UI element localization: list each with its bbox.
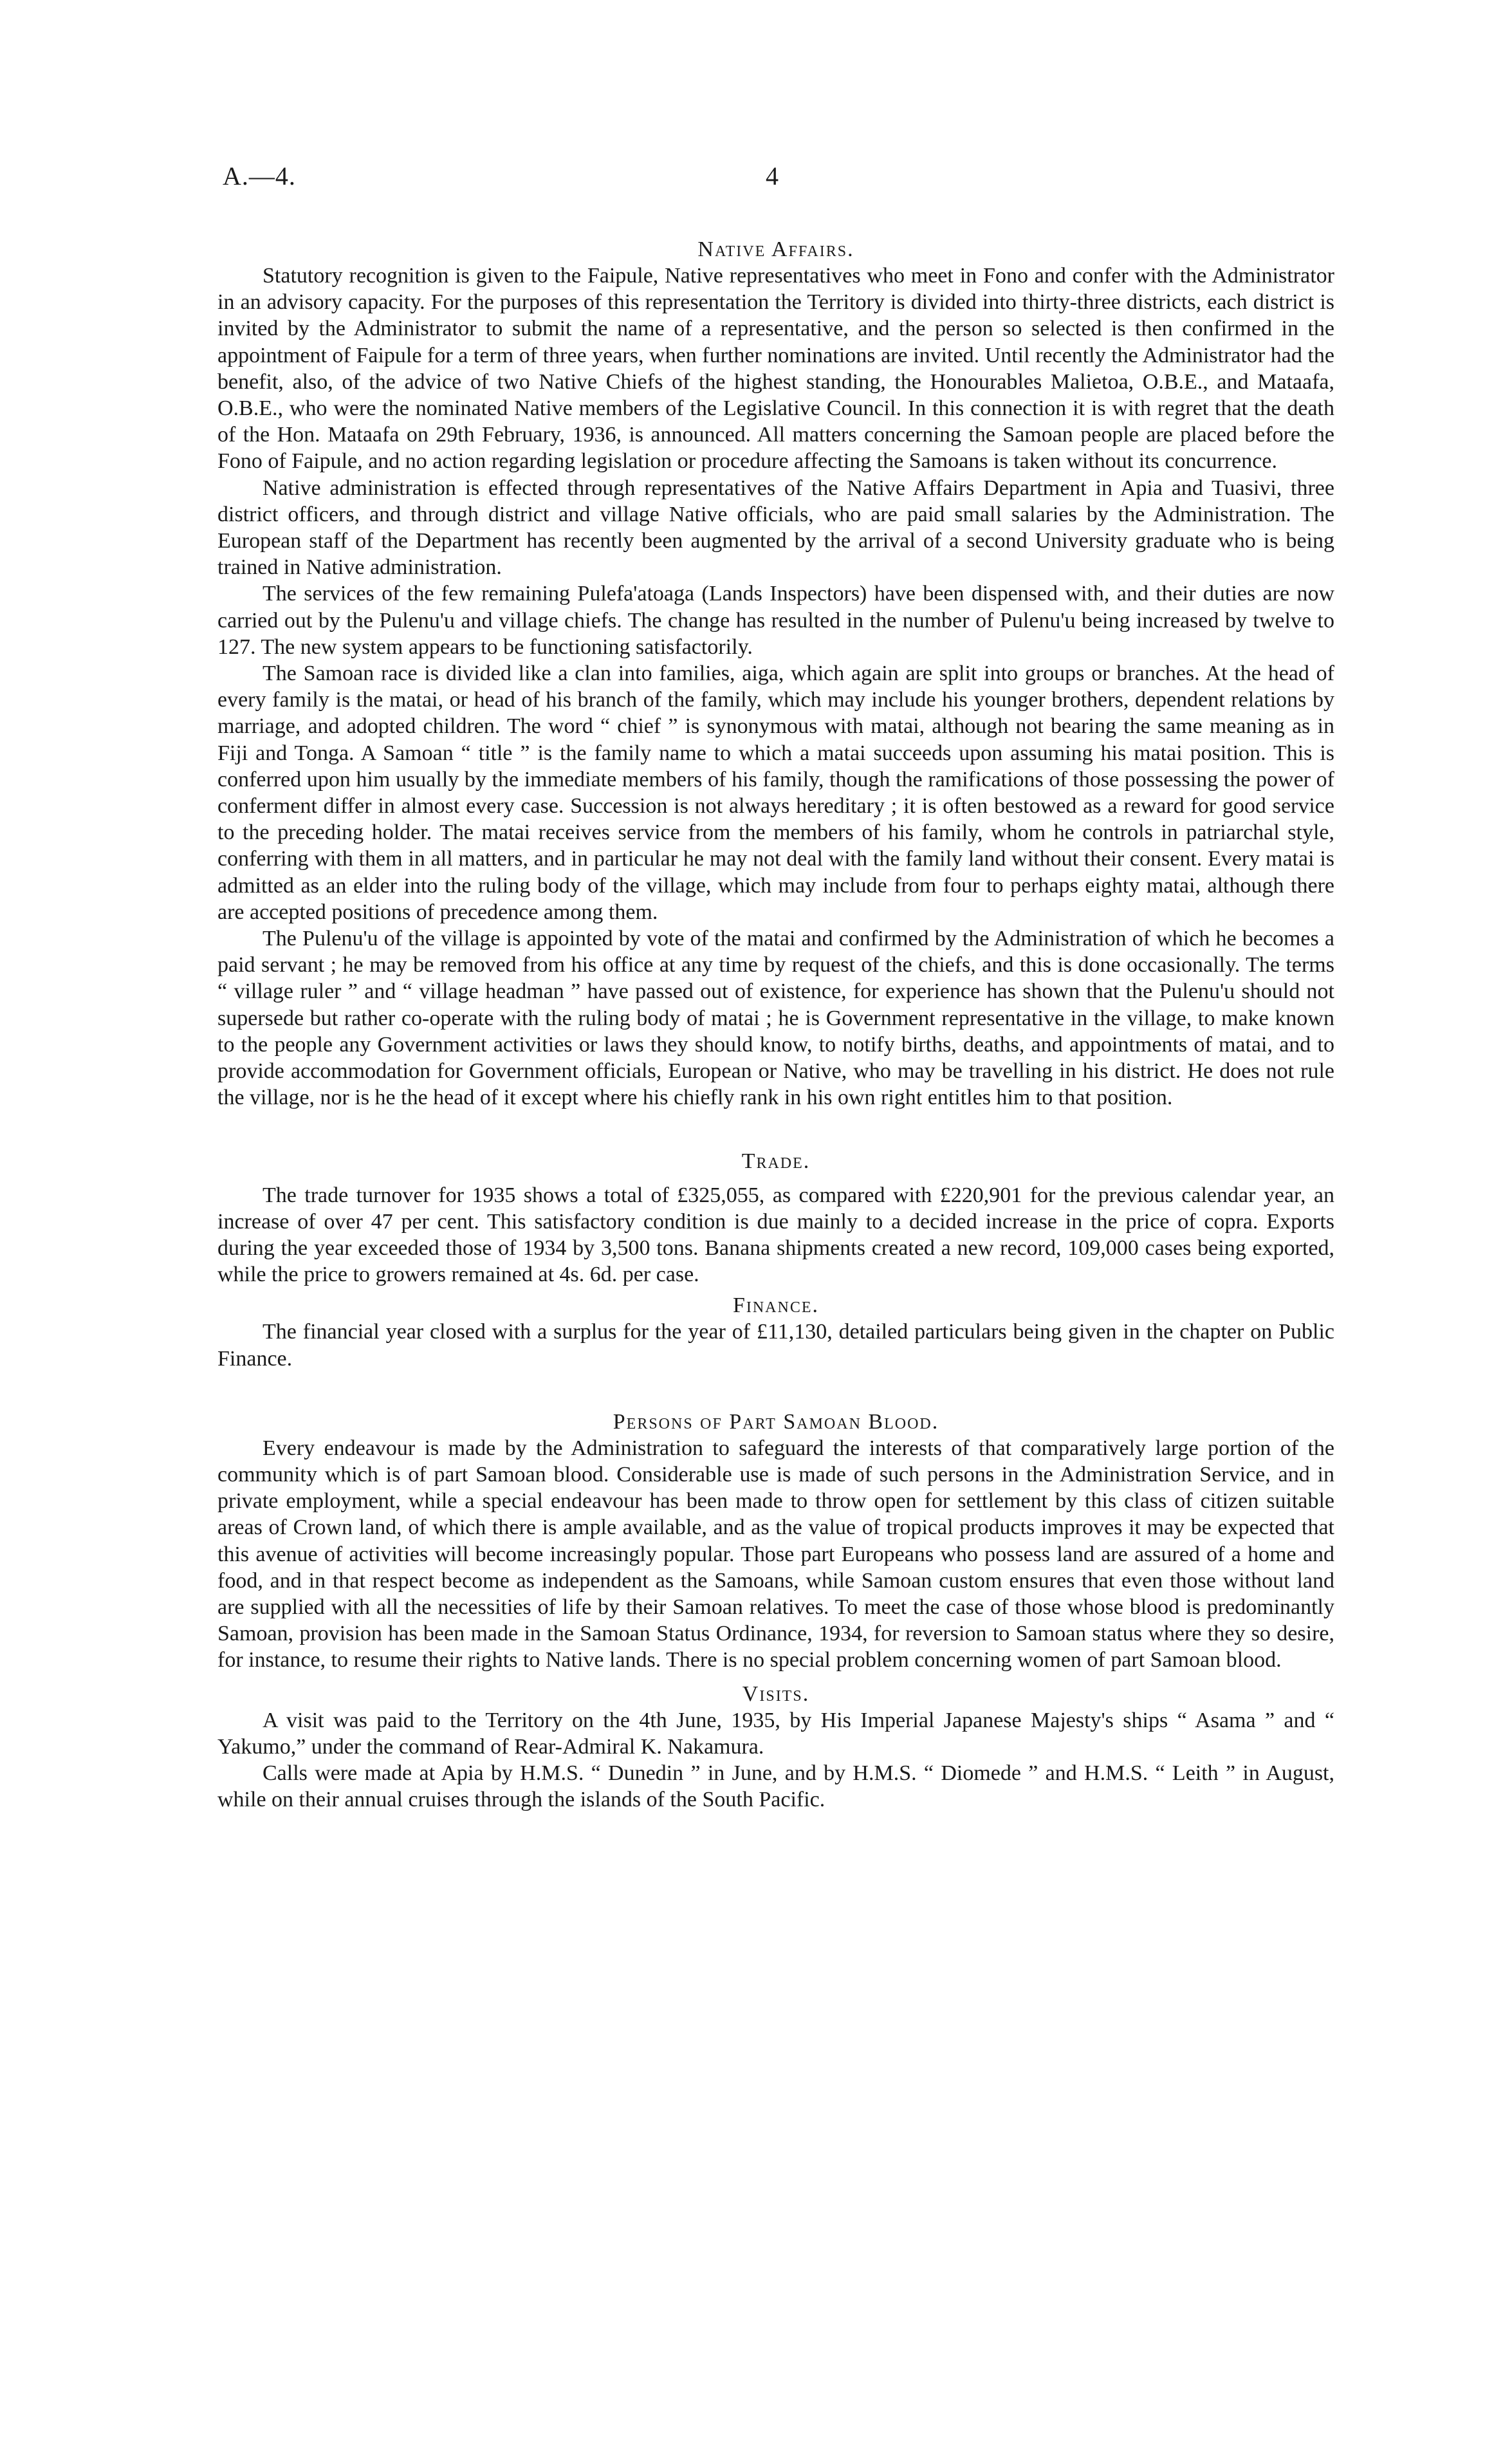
paragraph-trade-1: The trade turnover for 1935 shows a total of £325,055, as compared with £220,901 for the previous calendar year, an increase of over 47 per cent. This satisfactory condition is due mainly to a decided increase in the price of copra. Exports during the year exceeded those of 1934 by 3,500 tons. Banana shipments created a new record, 109,000 cases being exported, while the price to growers remained at 4s. 6d. per case.	[217, 1183, 1334, 1287]
paragraph-native-affairs-3: The services of the few remaining Pulefa'atoaga (Lands Inspectors) have been dispensed with, and their duties are now carried out by the Pulenu'u and village chiefs. The change has resulted in the number of Pulenu'u being increased by twelve to 127. The new system appears to be functioning satisfactorily.	[217, 582, 1334, 659]
paragraph-native-affairs-4: The Samoan race is divided like a clan into families, aiga, which again are split into groups or branches. At the head of every family is the matai, or head of his branch of the family, which may include his younger brothers, dependent relations by marriage, and adopted children. The word “ chief ” is synonymous with matai, although not bearing the same meaning as in Fiji and Tonga. A Samoan “ title ” is the family name to which a matai succeeds upon assuming his matai position. This is conferred upon him usually by the immediate members of his family, though the ramifications of those possessing the power of conferment differ in almost every case. Succession is not always hereditary ; it is often bestowed as a reward for good service to the preceding holder. The matai receives service from the members of his family, whom he controls in patriarchal style, conferring with them in all matters, and in particular he may not deal with the family land without their consent. Every matai is admitted as an elder into the ruling body of the village, which may include from four to perhaps eighty matai, although there are accepted positions of precedence among them.	[217, 662, 1334, 924]
paragraph-native-affairs-2: Native administration is effected through representatives of the Native Affairs Department in Apia and Tuasivi, three district officers, and through district and village Native officials, who are paid small salaries by the Administration. The European staff of the Department has recently been augmented by the arrival of a second University graduate who is being trained in Native administration.	[217, 476, 1334, 580]
paragraph-finance-1: The financial year closed with a surplus for the year of £11,130, detailed particulars being given in the chapter on Public Finance.	[217, 1320, 1334, 1371]
paragraph-visits-2: Calls were made at Apia by H.M.S. “ Dunedin ” in June, and by H.M.S. “ Diomede ” and H.M.S. “ Leith ” in August, while on their annual cruises through the islands of the South Pacific.	[217, 1761, 1334, 1812]
document-page	[217, 161, 1334, 1813]
section-heading-part-samoan-blood: Persons of Part Samoan Blood.	[613, 1409, 939, 1434]
document-reference: A.—4.	[223, 162, 296, 190]
paragraph-native-affairs-1: Statutory recognition is given to the Faipule, Native representatives who meet in Fono and confer with the Administrator in an advisory capacity. For the purposes of this representation the Territory is divided into thirty-three districts, each district is invited by the Administrator to submit the name of a representative, and the person so selected is then confirmed in the appointment of Faipule for a term of three years, when further nominations are invited. Until recently the Administrator had the benefit, also, of the advice of two Native Chiefs of the highest standing, the Honourables Malietoa, O.B.E., and Mataafa, O.B.E., who were the nominated Native members of the Legislative Council. In this connection it is with regret that the death of the Hon. Mataafa on 29th February, 1936, is announced. All matters concerning the Samoan people are placed before the Fono of Faipule, and no action regarding legislation or procedure affecting the Samoans is taken without its concurrence.	[217, 264, 1334, 474]
paragraph-visits-1: A visit was paid to the Territory on the 4th June, 1935, by His Imperial Japanese Majesty's ships “ Asama ” and “ Yakumo,” under the command of Rear-Admiral K. Nakamura.	[217, 1708, 1334, 1759]
section-heading-trade: Trade.	[741, 1149, 811, 1173]
paragraph-part-samoan-1: Every endeavour is made by the Administration to safeguard the interests of that comparatively large portion of the community which is of part Samoan blood. Considerable use is made of such persons in the Administration Service, and in private employment, while a special endeavour has been made to throw open for settlement by this class of citizen suitable areas of Crown land, of which there is ample available, and as the value of tropical products improves it may be expected that this avenue of activities will become increasingly popular. Those part Europeans who possess land are assured of a home and food, and in that respect become as independent as the Samoans, while Samoan custom ensures that even those without land are supplied with all the necessities of life by their Samoan relatives. To meet the case of those whose blood is predominantly Samoan, provision has been made in the Samoan Status Ordinance, 1934, for reversion to Samoan status where they so desire, for instance, to resume their rights to Native lands. There is no special problem concerning women of part Samoan blood.	[217, 1436, 1334, 1672]
running-header	[217, 161, 1334, 199]
paragraph-native-affairs-5: The Pulenu'u of the village is appointed by vote of the matai and confirmed by the Administration of which he becomes a paid servant ; he may be removed from his office at any time by request of the chiefs, and this is done occasionally. The terms “ village ruler ” and “ village headman ” have passed out of existence, for experience has shown that the Pulenu'u should not supersede but rather co-operate with the ruling body of matai ; he is Government representative in the village, to make known to the people any Government activities or laws they should know, to notify births, deaths, and appointments of matai, and to provide accommodation for Government officials, European or Native, who may be travelling in his district. He does not rule the village, nor is he the head of it except where his chiefly rank in his own right entitles him to that position.	[217, 927, 1334, 1110]
page-number: 4	[766, 162, 779, 190]
section-heading-finance: Finance.	[732, 1293, 820, 1318]
section-heading-visits: Visits.	[742, 1681, 810, 1706]
section-heading-native-affairs: Native Affairs.	[697, 237, 854, 261]
